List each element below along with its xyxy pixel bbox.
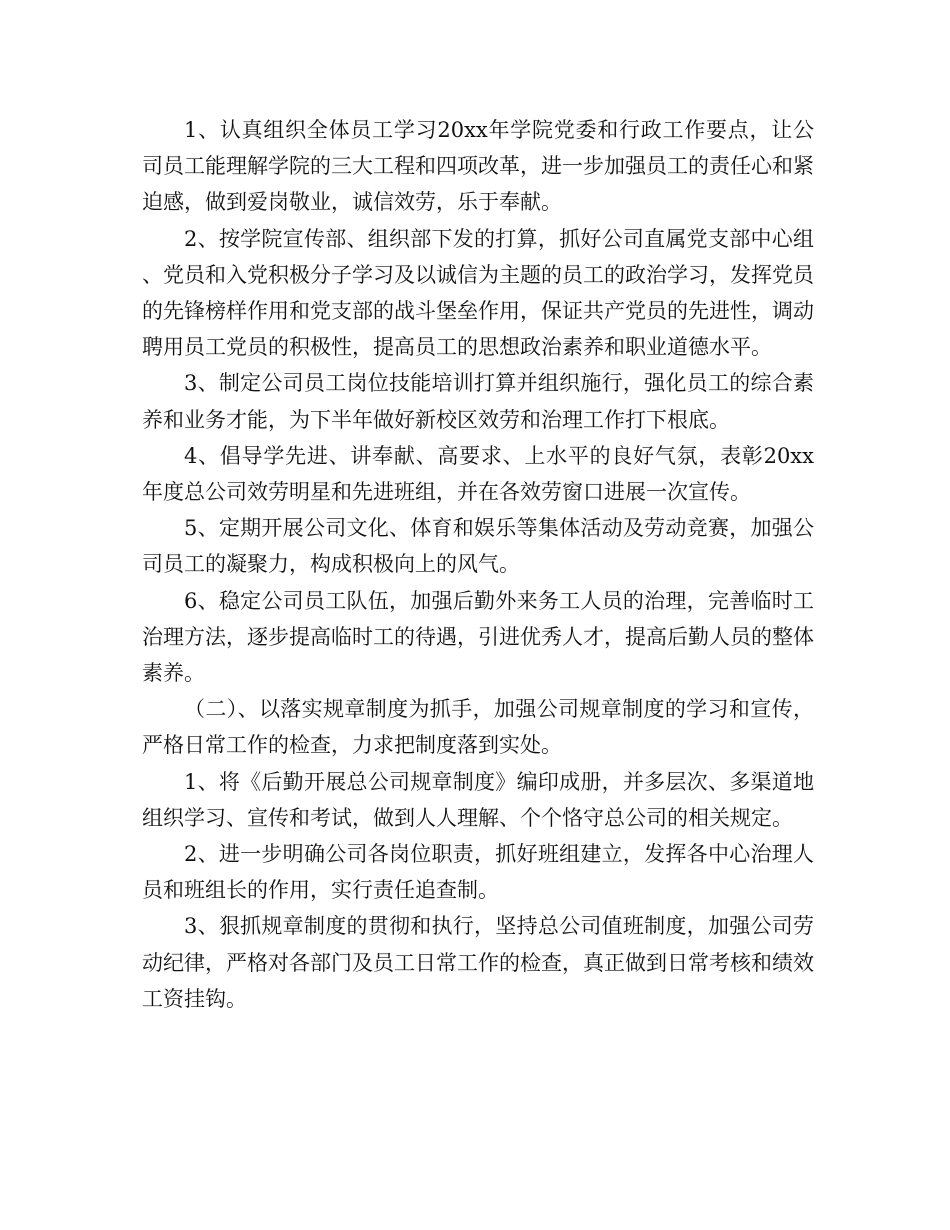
paragraph-training-item-3: 3、制定公司员工岗位技能培训打算并组织施行，强化员工的综合素养和业务才能，为下半年做好新校区效劳和治理工作打下根底。 <box>142 371 814 432</box>
paragraph-training-item-2: 2、按学院宣传部、组织部下发的打算，抓好公司直属党支部中心组、党员和入党积极分子学习及以诚信为主题的员工的政治学习，发挥党员的先锋榜样作用和党支部的战斗堡垒作用，保证共产党员的先进性，调动聘用员工党员的积极性，提高员工的思想政治素养和职业道德水平。 <box>142 226 814 360</box>
paragraph-training-item-5: 5、定期开展公司文化、体育和娱乐等集体活动及劳动竞赛，加强公司员工的凝聚力，构成积极向上的风气。 <box>142 516 814 577</box>
paragraph-rules-item-1: 1、将《后勤开展总公司规章制度》编印成册，并多层次、多渠道地组织学习、宣传和考试，做到人人理解、个个恪守总公司的相关规定。 <box>142 769 814 830</box>
document-body <box>142 112 814 1017</box>
paragraph-rules-item-3: 3、狠抓规章制度的贯彻和执行，坚持总公司值班制度，加强公司劳动纪律，严格对各部门及员工日常工作的检查，真正做到日常考核和绩效工资挂钩。 <box>142 914 814 1011</box>
paragraph-training-item-1: 1、认真组织全体员工学习20xx年学院党委和行政工作要点，让公司员工能理解学院的三大工程和四项改革，进一步加强员工的责任心和紧迫感，做到爱岗敬业，诚信效劳，乐于奉献。 <box>142 118 814 215</box>
section-heading-rules: （二）、以落实规章制度为抓手，加强公司规章制度的学习和宣传，严格日常工作的检查，力求把制度落到实处。 <box>142 697 814 758</box>
paragraph-training-item-4: 4、倡导学先进、讲奉献、高要求、上水平的良好气氛，表彰20xx年度总公司效劳明星和先进班组，并在各效劳窗口进展一次宣传。 <box>142 443 814 505</box>
paragraph-training-item-6: 6、稳定公司员工队伍，加强后勤外来务工人员的治理，完善临时工治理方法，逐步提高临时工的待遇，引进优秀人才，提高后勤人员的整体素养。 <box>142 588 814 686</box>
paragraph-rules-item-2: 2、进一步明确公司各岗位职责，抓好班组建立，发挥各中心治理人员和班组长的作用，实行责任追查制。 <box>142 842 814 903</box>
